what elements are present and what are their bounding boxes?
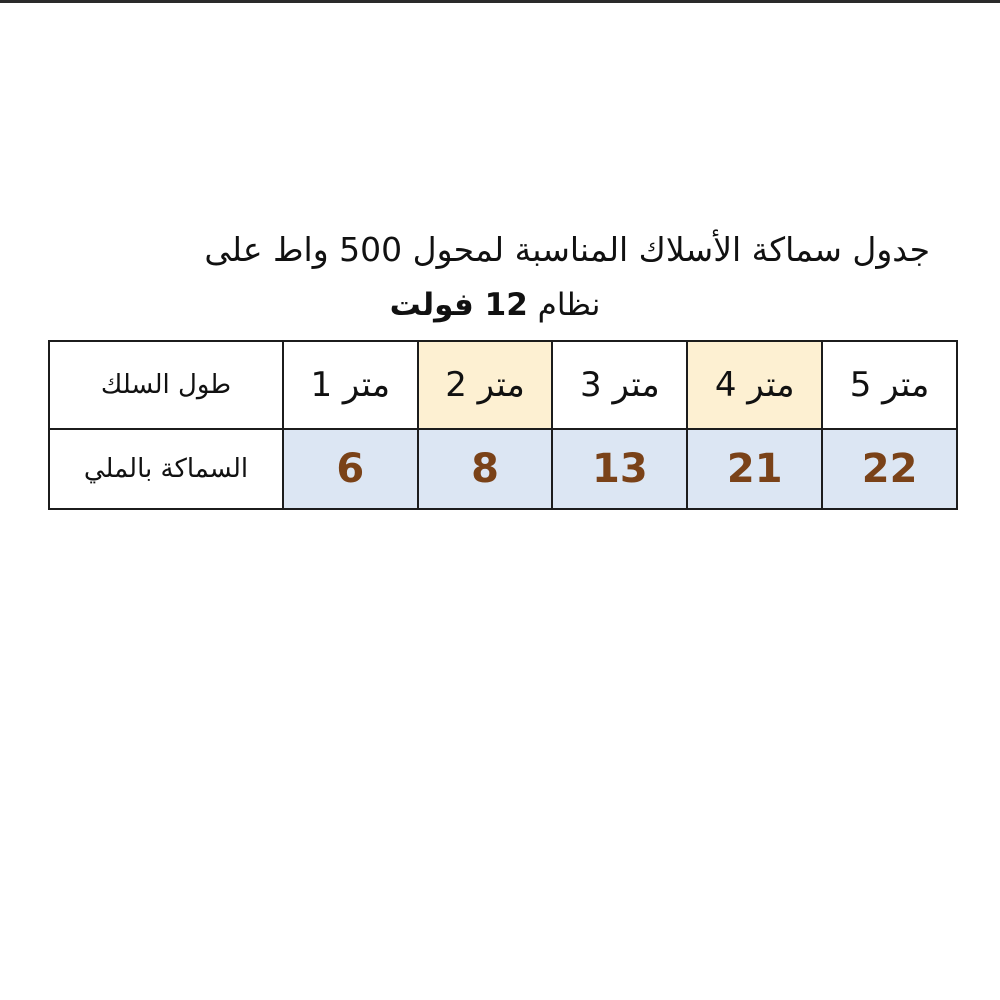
top-divider bbox=[0, 0, 1000, 3]
length-cell: متر 3 bbox=[552, 341, 687, 429]
length-cell: متر 5 bbox=[822, 341, 957, 429]
title-line-2-plain: نظام bbox=[537, 287, 601, 323]
length-cell: متر 2 bbox=[418, 341, 553, 429]
length-cell: متر 1 bbox=[283, 341, 418, 429]
thickness-cell: 22 bbox=[822, 429, 957, 509]
thickness-cell: 8 bbox=[418, 429, 553, 509]
table-title bbox=[60, 222, 930, 332]
table-row bbox=[49, 341, 957, 429]
title-line-1: جدول سماكة الأسلاك المناسبة لمحول 500 واط على bbox=[204, 230, 930, 269]
thickness-cell: 13 bbox=[552, 429, 687, 509]
title-line-2 bbox=[60, 278, 930, 332]
title-line-2-bold: 12 فولت bbox=[389, 287, 528, 323]
row-header-thickness: السماكة بالملي bbox=[49, 429, 283, 509]
length-cell: متر 4 bbox=[687, 341, 822, 429]
wire-thickness-table bbox=[48, 340, 958, 510]
thickness-cell: 6 bbox=[283, 429, 418, 509]
thickness-cell: 21 bbox=[687, 429, 822, 509]
row-header-length: طول السلك bbox=[49, 341, 283, 429]
table-row bbox=[49, 429, 957, 509]
